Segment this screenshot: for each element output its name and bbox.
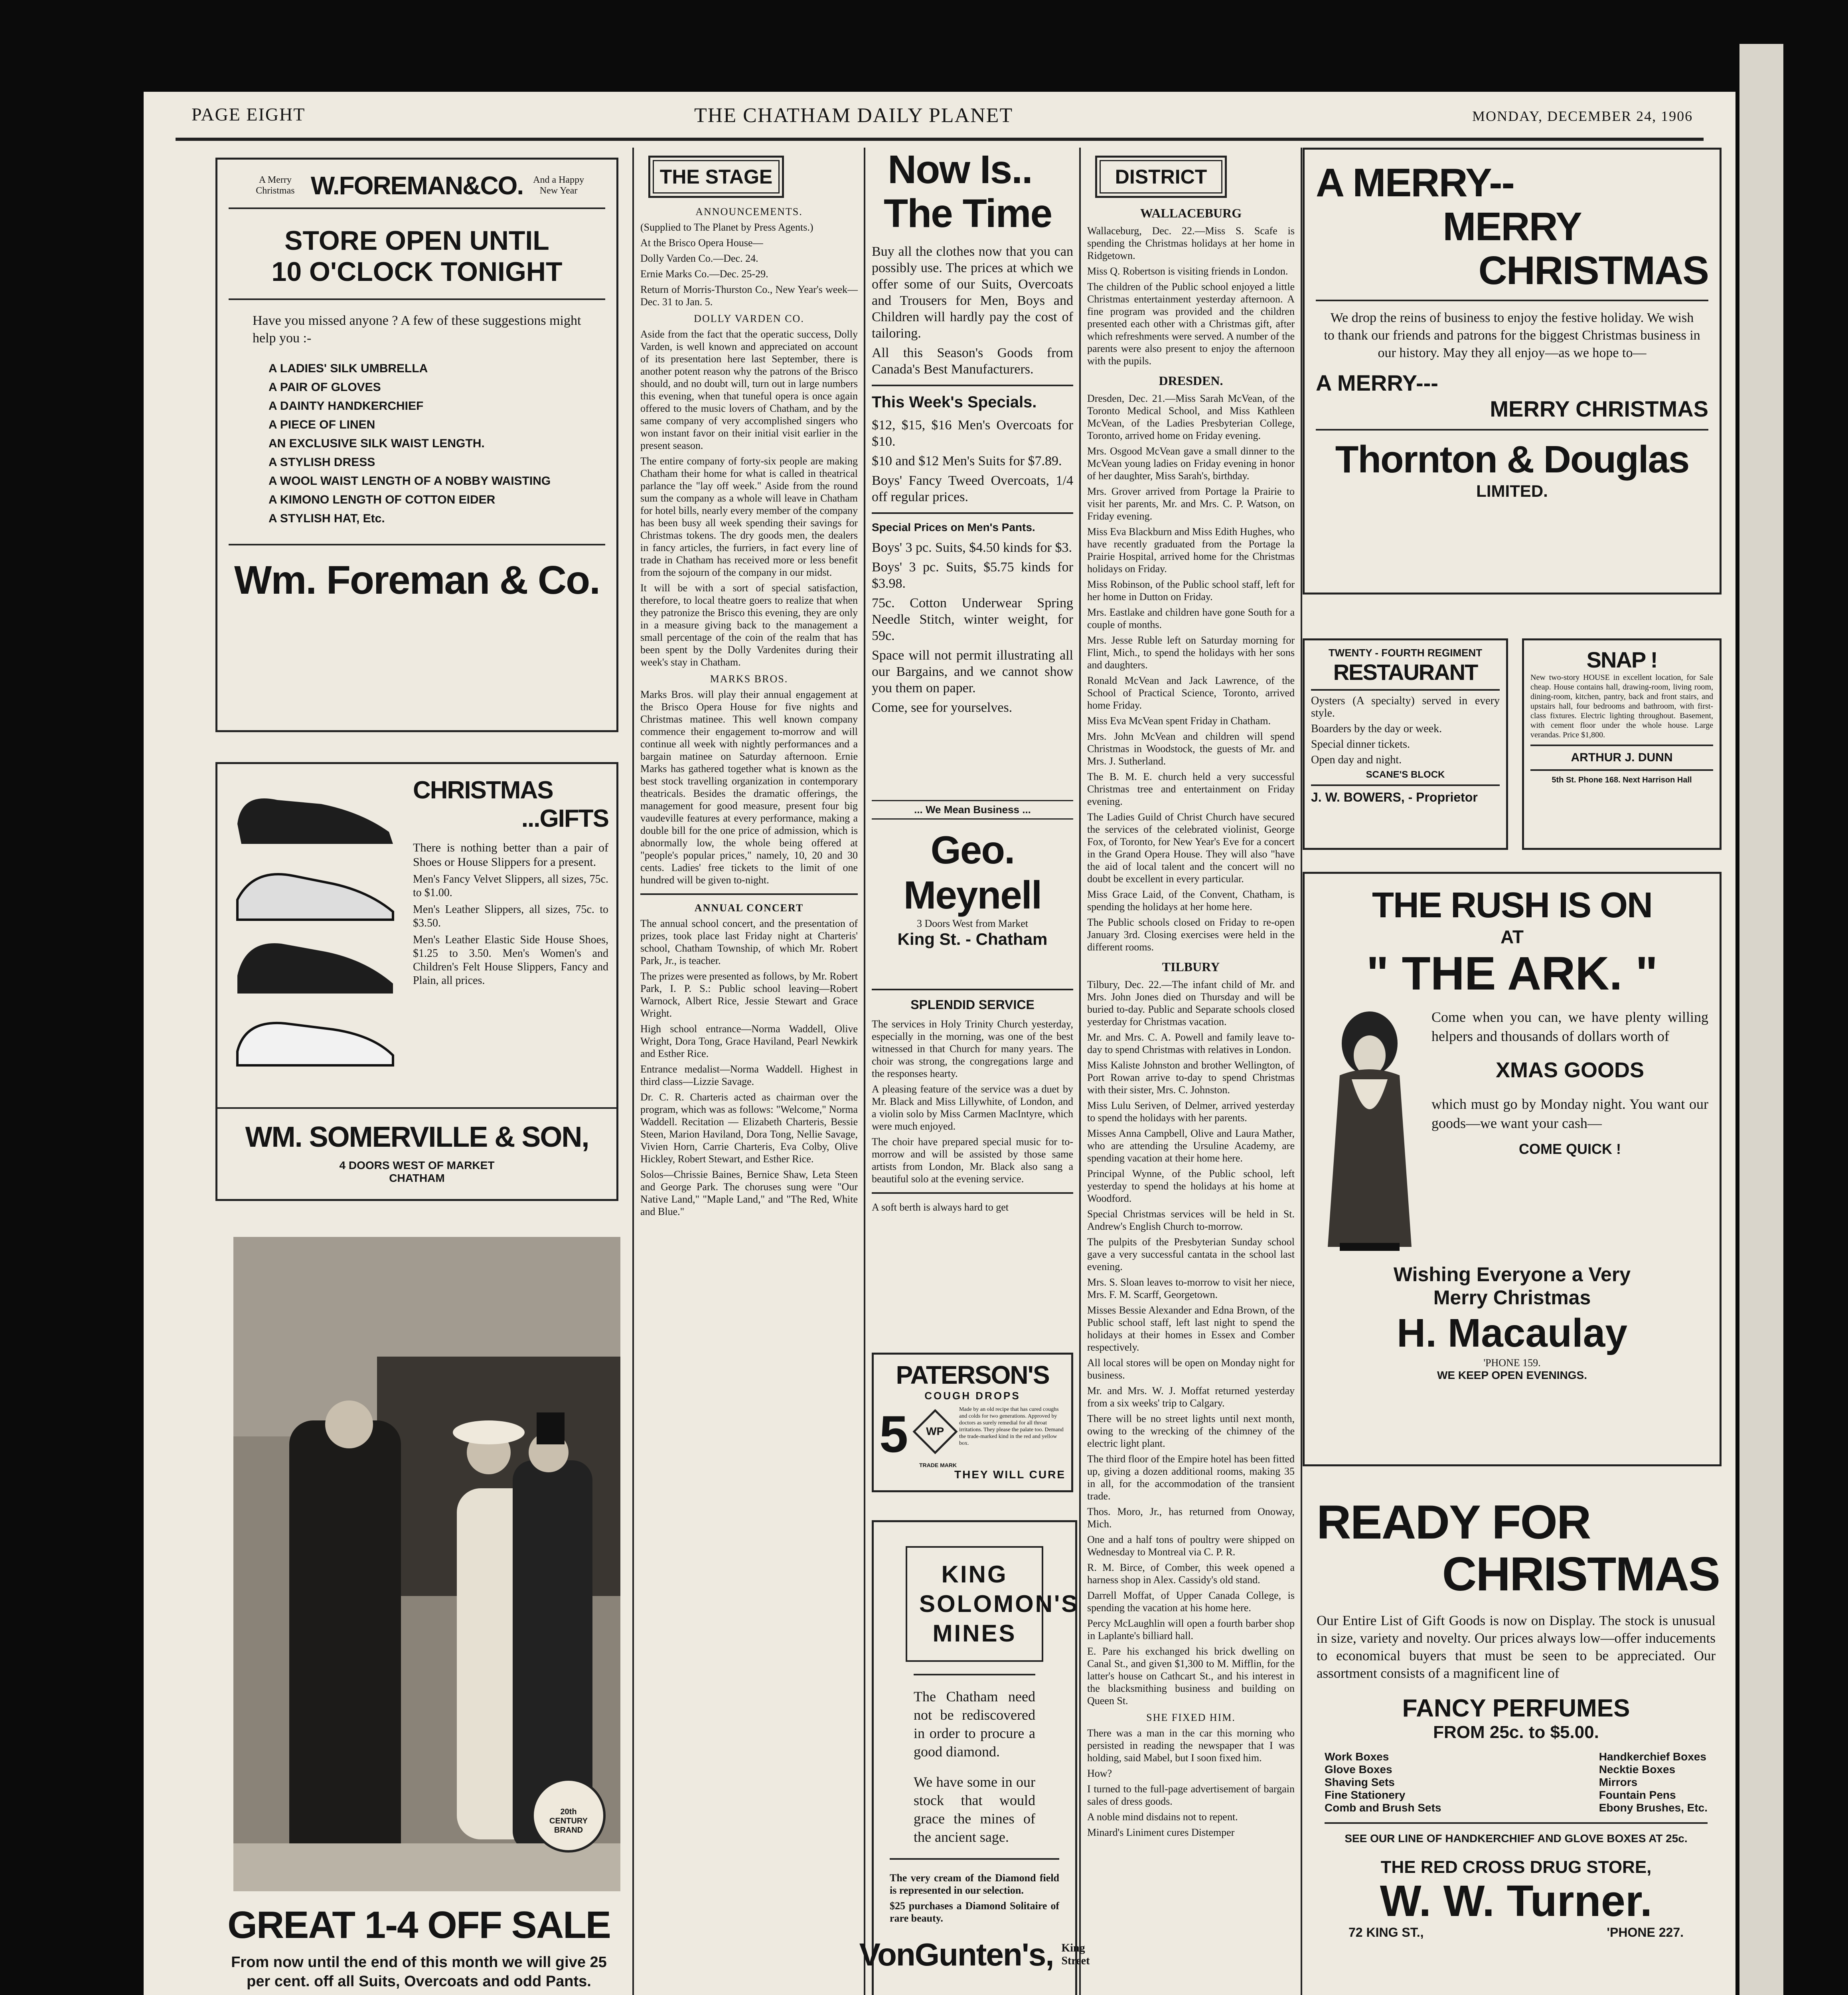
news-item: Mrs. Jesse Ruble left on Saturday morning for Flint, Mich., to spend the holidays with her sons and daughters. — [1087, 634, 1295, 671]
district-column — [1087, 148, 1295, 1995]
special-item: Boys' Fancy Tweed Overcoats, 1/4 off regular prices. — [872, 473, 1073, 504]
snap-heading: SNAP ! — [1586, 647, 1657, 672]
paterson-price: 5 — [879, 1405, 908, 1463]
news-item: Miss Q. Robertson is visiting friends in London. — [1087, 265, 1288, 277]
masthead-title: THE CHATHAM DAILY PLANET — [694, 104, 1013, 127]
gifts-heading: ...GIFTS — [521, 805, 608, 832]
somerville-text: There is nothing better than a pair of Shoes or House Slippers for a present. — [413, 841, 608, 869]
news-item: Mrs. Eastlake and children have gone South for a couple of months. — [1087, 606, 1295, 630]
merry-christmas-line: Merry Christmas — [1433, 1286, 1591, 1309]
stage-heading: THE STAGE — [653, 160, 780, 194]
dolly-heading: DOLLY VARDEN CO. — [694, 313, 804, 324]
at-label: AT — [1501, 926, 1524, 947]
list-item: Necktie Boxes — [1599, 1763, 1676, 1776]
vongunten-street: King Street — [1061, 1942, 1090, 1967]
list-item: Glove Boxes — [1325, 1763, 1392, 1776]
mean-business: ... We Mean Business ... — [872, 800, 1073, 820]
news-item: Miss Kaliste Johnston and brother Wellington, of Port Rowan arrive to-day to spend Christmas with their sister, Mrs. C. Johnston. — [1087, 1059, 1295, 1096]
marks-heading: MARKS BROS. — [710, 673, 788, 685]
restaurant-tickets: Special dinner tickets. — [1311, 738, 1410, 751]
article-paragraph: The entire company of forty-six people are making Chatham their home for what is called in theatrical parlance the "lay off week." Aside from the round sum the company as a whole will leave in Chatham for hotel bills, nearly every member of the company has been busy all week spending their savings for Christmas tokens. The dry goods men, the dealers in fancy articles, the furriers, in fact every line of trade in Chatham has received more or less benefit from the sojourn of the company in our midst. — [640, 455, 858, 578]
special-item: Space will not permit illustrating all our Bargains, and we cannot show you them on paper. — [872, 648, 1073, 695]
article-paragraph: The prizes were presented as follows, by Mr. Robert Park, I. P. S.: Public school leaving—Robert Warnock, Albert Rice, Jessie Stewart and Grace Wright. — [640, 970, 858, 1019]
article-paragraph: The services in Holy Trinity Church yesterday, especially in the morning, was one of the best witnessed in that Church for many years. The choir was strong, the congregations large and the responses hearty. — [872, 1018, 1073, 1079]
news-item: Tilbury, Dec. 22.—The infant child of Mr. and Mrs. John Jones died on Thursday and will be buried to-day. Public and Separate schools closed yesterday for Christmas vacation. — [1087, 979, 1295, 1027]
concert-heading: ANNUAL CONCERT — [694, 902, 804, 914]
news-item: Misses Bessie Alexander and Edna Brown, of the Public school staff, left last night to spend the holidays at their homes in Essex and Comber respectively. — [1087, 1304, 1295, 1353]
foreman-logo: W.FOREMAN&CO. — [310, 171, 523, 200]
news-item: There was a man in the car this morning who persisted in reading the newspaper that I was holding, said Mabel, but I soon fixed him. — [1087, 1727, 1295, 1764]
merry-heading-2: MERRY — [1443, 204, 1581, 249]
restaurant-name: RESTAURANT — [1333, 660, 1478, 685]
next-page-edge — [1739, 44, 1783, 1995]
somerville-elastic: Men's Leather Elastic Side House Shoes, $1.25 to 3.50. Men's Women's and Children's Felt House Slippers, Fancy and Plain, all prices. — [413, 934, 608, 987]
news-item: Darrell Moffat, of Upper Canada College, is spending the vacation at his home here. — [1087, 1590, 1295, 1614]
foreman-ad — [215, 158, 618, 732]
restaurant-block: SCANE'S BLOCK — [1366, 769, 1445, 780]
news-item: Miss Robinson, of the Public school staff, left for her home in Dutton on Friday. — [1087, 579, 1295, 602]
specials-heading: This Week's Specials. — [872, 393, 1037, 411]
turner-name: W. W. Turner. — [1380, 1876, 1653, 1926]
thornton-name: Thornton & Douglas — [1335, 438, 1689, 481]
news-item: Percy McLaughlin will open a fourth barber shop in Laplante's billiard hall. — [1087, 1618, 1295, 1641]
list-item: Shaving Sets — [1325, 1776, 1395, 1788]
news-item: The Public schools closed on Friday to re-open January 3rd. Closing exercises were held in the different rooms. — [1087, 917, 1295, 953]
thornton-ad — [1303, 148, 1722, 595]
fancy-perfumes: FANCY PERFUMES — [1402, 1695, 1630, 1722]
column-rule — [1079, 148, 1081, 1995]
christmas-heading: CHRISTMAS — [413, 776, 553, 804]
foreman-intro: Have you missed anyone ? A few of these suggestions might help you :- — [253, 313, 581, 346]
filler-line: A soft berth is always hard to get — [872, 1201, 1009, 1213]
list-item: Work Boxes — [1325, 1750, 1389, 1763]
gift-suggestion-list — [269, 359, 605, 528]
list-item: A STYLISH DRESS — [269, 456, 375, 469]
article-paragraph: Aside from the fact that the operatic success, Dolly Varden, is well known and appreciated on account of its presentation here last September, there is another potent reason why the patrons of the Brisco should, and no doubt will, turn out in large numbers this evening, when that tuneful opera is once again offered to the music lovers of Chatham, and by the same company of very accomplished singers who won instant favor on their initial visit earlier in the present season. — [640, 328, 858, 451]
paterson-name: PATERSON'S — [896, 1361, 1049, 1389]
supplied-note: (Supplied to The Planet by Press Agents.) — [640, 221, 813, 233]
news-item: Mrs. John McVean and children will spend Christmas in Woodstock, the guests of Mr. and Mrs. J. Sutherland. — [1087, 731, 1295, 767]
handkerchief-note: SEE OUR LINE OF HANDKERCHIEF AND GLOVE BOXES AT 25c. — [1345, 1832, 1688, 1845]
news-item: The third floor of the Empire hotel has been fitted up, giving a dozen additional rooms, making 35 in all, for the accommodation of the transient trade. — [1087, 1453, 1295, 1502]
tilbury-heading: TILBURY — [1162, 960, 1220, 974]
thornton-ltd: LIMITED. — [1476, 482, 1548, 500]
pants-heading: Special Prices on Men's Pants. — [872, 521, 1035, 533]
now-is-heading: Now Is.. — [888, 147, 1032, 192]
page-number: PAGE EIGHT — [192, 104, 306, 124]
foreman-merry-christmas: A Merry Christmas — [256, 175, 295, 196]
stage-line: Dolly Varden Co.—Dec. 24. — [640, 253, 758, 264]
news-item: The pulpits of the Presbyterian Sunday school gave a very successful cantata in the school last evening. — [1087, 1236, 1295, 1272]
rush-heading: THE RUSH IS ON — [1372, 885, 1653, 925]
news-item: Miss Eva Blackburn and Miss Edith Hughes, who have recently graduated from the Portage la Prairie Hospital, arrived home for the Christmas holidays on Friday. — [1087, 526, 1295, 575]
meynell-signature — [872, 800, 1073, 976]
column-rule — [632, 148, 634, 1995]
restaurant-regiment: TWENTY - FOURTH REGIMENT — [1328, 647, 1483, 659]
news-item: Wallaceburg, Dec. 22.—Miss S. Scafe is spending the Christmas holidays at her home in Ridgetown. — [1087, 225, 1295, 261]
snap-address: 5th St. Phone 168. Next Harrison Hall — [1552, 776, 1692, 784]
special-item: $10 and $12 Men's Suits for $7.89. — [872, 454, 1062, 468]
vongunten-solitaire: $25 purchases a Diamond Solitaire of rare beauty. — [890, 1900, 1059, 1924]
red-cross-store: THE RED CROSS DRUG STORE, — [1380, 1857, 1652, 1877]
ready-heading: READY FOR — [1317, 1495, 1591, 1549]
ark-text: Come when you can, we have plenty willing helpers and thousands of dollars worth of — [1431, 1009, 1708, 1044]
wallaceburg-heading: WALLACEBURG — [1140, 206, 1242, 220]
gift-list-left — [1325, 1750, 1441, 1814]
merry-christmas-line: MERRY CHRISTMAS — [1490, 396, 1708, 421]
article-paragraph: A pleasing feature of the service was a duet by Mr. Black and Miss Lillywhite, of London, and a violin solo by Miss Carmen MacIntyre, which were much enjoyed. — [872, 1083, 1073, 1132]
ark-ad — [1303, 872, 1722, 1466]
list-item: A STYLISH HAT, Etc. — [269, 512, 385, 525]
news-item: Miss Eva McVean spent Friday in Chatham. — [1087, 715, 1271, 727]
news-item: Miss Grace Laid, of the Convent, Chatham, is spending the holidays at her home here. — [1087, 889, 1295, 913]
christmas-heading: CHRISTMAS — [1442, 1547, 1720, 1601]
turner-phone: 'PHONE 227. — [1607, 1925, 1684, 1940]
special-item: 75c. Cotton Underwear Spring Needle Stitch, winter weight, for 59c. — [872, 596, 1073, 643]
sale-heading: GREAT 1-4 OFF SALE — [227, 1904, 610, 1946]
article-paragraph: Entrance medalist—Norma Waddell. Highest in third class—Lizzie Savage. — [640, 1063, 858, 1087]
turner-ad — [1309, 1496, 1724, 1995]
vongunten-text: We have some in our stock that would grace the mines of the ancient sage. — [914, 1774, 1035, 1845]
trade-mark-label: TRADE MARK — [919, 1462, 957, 1468]
list-item: Fountain Pens — [1599, 1789, 1676, 1801]
she-fixed-heading: SHE FIXED HIM. — [1146, 1712, 1236, 1723]
news-item: R. M. Birce, of Comber, this week opened a harness shop in Alex. Cassidy's old stand. — [1087, 1562, 1295, 1586]
king-solomon-heading: KING SOLOMON'S MINES — [919, 1561, 1079, 1647]
issue-date: MONDAY, DECEMBER 24, 1906 — [1472, 108, 1693, 124]
news-item: How? — [1087, 1768, 1112, 1779]
snap-name: ARTHUR J. DUNN — [1571, 751, 1673, 764]
list-item: A LADIES' SILK UMBRELLA — [269, 362, 428, 375]
santa-icon — [1316, 1007, 1424, 1255]
list-item: Handkerchief Boxes — [1599, 1750, 1706, 1763]
news-item: Misses Anna Campbell, Olive and Laura Mather, who are attending the Ursuline Academy, are spending vacation at their home here. — [1087, 1128, 1295, 1164]
article-paragraph: Solos—Chrissie Baines, Bernice Shaw, Leta Steen and George Park. The choruses sung were "Our Native Land," "Maple Land," and "The Red, White and Blue." — [640, 1169, 858, 1217]
news-item: Mr. and Mrs. W. J. Moffat returned yesterday from a six weeks' trip to Calgary. — [1087, 1385, 1295, 1409]
merry-heading-1: A MERRY-- — [1316, 160, 1514, 205]
macaulay-name: H. Macaulay — [1396, 1311, 1628, 1355]
store-open-line1: STORE OPEN UNTIL — [284, 225, 549, 256]
vongunten-text: The Chatham need not be rediscovered in order to procure a good diamond. — [914, 1689, 1035, 1760]
list-item: A PIECE OF LINEN — [269, 418, 375, 431]
somerville-leather: Men's Leather Slippers, all sizes, 75c. to $3.50. — [413, 903, 608, 929]
meynell-ad — [872, 148, 1073, 794]
news-item: Mrs. Osgood McVean gave a small dinner to the McVean young ladies on Friday evening in honor of her daughter, Miss Sarah's, birthday. — [1087, 445, 1295, 482]
stage-line: Return of Morris-Thurston Co., New Year's week—Dec. 31 to Jan. 5. — [640, 284, 858, 308]
announcements-heading: ANNOUNCEMENTS. — [695, 206, 803, 217]
news-item: E. Pare his exchanged his brick dwelling on Canal St., and given $1,300 to M. Mifflin, for the latter's house on Cathcart St., and his interest in the blacksmithing business and building on Queen St. — [1087, 1645, 1295, 1707]
splendid-service-article — [872, 982, 1073, 1349]
come-quick: COME QUICK ! — [1519, 1141, 1621, 1157]
turner-text: Our Entire List of Gift Goods is now on Display. The stock is unusual in size, variety and novelty. Our prices always low—offer inducements to economical buyers that must be seen to be appreciated. Our assortment consists of a magnificent line of — [1317, 1613, 1716, 1681]
shoe-icon — [229, 776, 401, 1071]
list-item: Mirrors — [1599, 1776, 1638, 1788]
wishing-line: Wishing Everyone a Very — [1393, 1263, 1631, 1286]
list-item: Comb and Brush Sets — [1325, 1801, 1441, 1814]
article-paragraph: The annual school concert, and the presentation of prizes, took place last Friday night at Charteris' school, Chatham Township, of which Mr. Robert Park, Jr., is teacher. — [640, 918, 858, 966]
news-item: Thos. Moro, Jr., has returned from Onoway, Mich. — [1087, 1506, 1295, 1530]
stage-line: Ernie Marks Co.—Dec. 25-29. — [640, 268, 768, 280]
sale-text: From now until the end of this month we will give 25 per cent. off all Suits, Overcoats and odd Pants. — [231, 1954, 607, 1990]
news-item: Mrs. S. Sloan leaves to-morrow to visit her niece, Mrs. F. M. Scarff, Georgetown. — [1087, 1276, 1295, 1300]
shoe-illustrations — [229, 776, 401, 1073]
somerville-name: WM. SOMERVILLE & SON, — [245, 1121, 589, 1153]
news-item: All local stores will be open on Monday night for business. — [1087, 1357, 1295, 1381]
news-item: Mr. and Mrs. C. A. Powell and family leave to-day to spend Christmas with relatives in London. — [1087, 1031, 1295, 1055]
meynell-text: Buy all the clothes now that you can possibly use. The prices at which we offer some of our Suits, Overcoats and Trousers for Men, Boys and Children will hardly pay the cost of tailoring. — [872, 244, 1073, 341]
snap-text: New two-story HOUSE in excellent location, for Sale cheap. House contains hall, drawing-room, living room, dining-room, kitchen, pantry, back and front stairs, and upstairs hall, four bedrooms and bathroom, with first-class fixtures. Electric lighting throughout. Basement, with cement floor under the whole house. Large verandas. Price $1,800. — [1530, 673, 1713, 739]
snap-ad — [1522, 638, 1722, 850]
the-time-heading: The Time — [884, 191, 1052, 236]
restaurant-ad — [1303, 638, 1508, 850]
list-item: A PAIR OF GLOVES — [269, 381, 381, 394]
foreman-signature: Wm. Foreman & Co. — [234, 558, 600, 602]
open-evenings: WE KEEP OPEN EVENINGS. — [1437, 1369, 1587, 1381]
fashion-illustration — [233, 1237, 620, 1891]
perfume-price: FROM 25c. to $5.00. — [1433, 1722, 1599, 1742]
special-item: $12, $15, $16 Men's Overcoats for $10. — [872, 418, 1073, 449]
foreman-happy-new-year: And a Happy New Year — [533, 175, 584, 196]
list-item: Ebony Brushes, Etc. — [1599, 1801, 1708, 1814]
gift-list-right — [1599, 1750, 1708, 1814]
meynell-name: Geo. Meynell — [903, 828, 1042, 917]
news-item: I turned to the full-page advertisement of bargain sales of dress goods. — [1087, 1783, 1295, 1807]
article-paragraph: High school entrance—Norma Waddell, Olive Wright, Dora Tong, Grace Haviland, Pearl Newkirk and Esther Rice. — [640, 1023, 858, 1059]
paterson-cure: THEY WILL CURE — [954, 1468, 1066, 1481]
news-item: A noble mind disdains not to repent. — [1087, 1811, 1238, 1823]
store-open-line2: 10 O'CLOCK TONIGHT — [271, 257, 563, 287]
turner-address: 72 KING ST., — [1348, 1925, 1424, 1940]
news-item: Mrs. Grover arrived from Portage la Prairie to visit her parents, Mr. and Mrs. C. P. Watson, on Friday evening. — [1087, 486, 1295, 522]
news-item: Miss Lulu Seriven, of Delmer, arrived yesterday to spend the holidays with her parents. — [1087, 1100, 1295, 1124]
special-item: Boys' 3 pc. Suits, $5.75 kinds for $3.98. — [872, 560, 1073, 591]
ark-name: " THE ARK. " — [1366, 947, 1658, 1000]
somerville-address: 4 DOORS WEST OF MARKET — [339, 1159, 495, 1171]
news-item: The B. M. E. church held a very successful Christmas tree and entertainment on Friday evening. — [1087, 771, 1295, 807]
list-item: A KIMONO LENGTH OF COTTON EIDER — [269, 493, 496, 506]
newspaper-page — [144, 92, 1735, 1995]
special-item: Boys' 3 pc. Suits, $4.50 kinds for $3. — [872, 540, 1072, 555]
paterson-fine-print: Made by an old recipe that has cured coughs and colds for two generations. Approved by doctors as surely remedial for all throat irritations. They please the palate too. Demand the trade-marked kind in the red and yellow box. — [959, 1406, 1064, 1446]
restaurant-proprietor: J. W. BOWERS, - Proprietor — [1311, 790, 1478, 804]
news-item: The children of the Public school enjoyed a little Christmas entertainment yesterday afternoon. A fine program was provided and the children presented each other with a Christmas gift, after which refreshments were served. A number of the parents were also present to enjoy the afternoon with the pupils. — [1087, 281, 1295, 367]
paterson-logo: WP — [926, 1425, 944, 1438]
header-rule — [176, 138, 1704, 141]
vongunten-ad — [859, 1520, 1090, 1995]
illustration-image — [233, 1237, 620, 1891]
meynell-address: 3 Doors West from Market — [916, 918, 1029, 929]
dresden-heading: DRESDEN. — [1159, 373, 1223, 388]
article-paragraph: It will be with a sort of special satisfaction, therefore, to local theatre goers to realize that when they patronize the Brisco this evening, they are only in a measure giving back to the management a small percentage of the coin of the realm that has been spent by the Dolly Vardenites during their week's stay in Chatham. — [640, 582, 858, 668]
paterson-sub: COUGH DROPS — [924, 1390, 1021, 1402]
news-item: There will be no street lights until next month, owing to the wrecking of the chimney of the electric light plant. — [1087, 1413, 1295, 1449]
thornton-text: We drop the reins of business to enjoy the festive holiday. We wish to thank our friends and patrons for the biggest Christmas business in our history. May they all enjoy—as we hope to— — [1324, 310, 1700, 360]
paterson-ad — [872, 1353, 1073, 1492]
vongunten-cream: The very cream of the Diamond field is represented in our selection. — [890, 1872, 1059, 1896]
meynell-street: King St. - Chatham — [897, 930, 1048, 948]
ark-text: which must go by Monday night. You want our goods—we want your cash— — [1431, 1096, 1708, 1131]
christmas-heading: CHRISTMAS — [1478, 248, 1708, 293]
news-item: The Ladies Guild of Christ Church have secured the services of the celebrated violinist, George Fox, of Toronto, for New Year's Eve for a concert in the Grand Opera House. They will also "have the aid of local talent and the concert will no doubt be excellent in every particular. — [1087, 811, 1295, 885]
restaurant-hours: Open day and night. — [1311, 754, 1402, 766]
splendid-heading: SPLENDID SERVICE — [910, 998, 1035, 1012]
vongunten-name: VonGunten's, — [859, 1937, 1054, 1972]
list-item: A DAINTY HANDKERCHIEF — [269, 399, 424, 413]
article-paragraph: Dr. C. R. Charteris acted as chairman over the program, which was as follows: "Welcome," Norma Waddell. Recitation — Elizabeth Charteris, Bessie Steen, Marion Haviland, Dora Tong, Nellie Savage, Vivien Horn, Carrie Charteris, Eva Colby, Olive Hickley, Robert Stewart, and Esther Rice. — [640, 1091, 858, 1165]
district-heading: DISTRICT — [1100, 160, 1222, 194]
column-rule — [864, 148, 865, 1995]
news-item: Ronald McVean and Jack Lawrence, of the School of Practical Science, Toronto, arrived home Friday. — [1087, 675, 1295, 711]
meynell-text: All this Season's Goods from Canada's Best Manufacturers. — [872, 346, 1073, 377]
somerville-city: CHATHAM — [389, 1172, 445, 1184]
macaulay-phone: 'PHONE 159. — [1483, 1357, 1541, 1369]
list-item: A WOOL WAIST LENGTH OF A NOBBY WAISTING — [269, 474, 551, 488]
stage-column — [640, 148, 858, 1995]
news-item: Principal Wynne, of the Public school, left yesterday to spend the holidays at his home at Woodford. — [1087, 1168, 1295, 1204]
stone-ad — [219, 1903, 618, 1995]
list-item: Fine Stationery — [1325, 1789, 1406, 1801]
brand-logo: 20th CENTURY BRAND — [549, 1807, 588, 1835]
xmas-goods: XMAS GOODS — [1495, 1058, 1645, 1082]
restaurant-oysters: Oysters (A specialty) served in every style. — [1311, 695, 1500, 719]
special-item: Come, see for yourselves. — [872, 700, 1013, 715]
news-item: Dresden, Dec. 21.—Miss Sarah McVean, of the Toronto Medical School, and Miss Kathleen McVean, of the Ladies Presbyterian College, Toronto, arrived home on Friday evening. — [1087, 393, 1295, 441]
article-paragraph: Marks Bros. will play their annual engagement at the Brisco Opera House for five nights and Christmas matinee. This well known company commence their engagement to-morrow and will continue all week with nightly performances and a bargain matinee on Saturday afternoon. Ernie Marks has gathered together what is known as the best stock travelling organization in contemporary theatricals. Besides the dramatic offerings, the management for good measure, present four big vaudeville features at every performance, making a double bill for the one price of admission, which is abnormally low, the whole being offered at "people's popular prices," namely, 10, 20 and 30 cents. Ladies' free tickets to the limit of one hundred will be given to-night. — [640, 689, 858, 886]
somerville-velvet: Men's Fancy Velvet Slippers, all sizes, 75c. to $1.00. — [413, 873, 608, 899]
news-item: One and a half tons of poultry were shipped on Wednesday to Montreal via C. P. R. — [1087, 1534, 1295, 1558]
article-paragraph: The choir have prepared special music for to-morrow and will be assisted by those same artists from London, Mr. Black also sang a beautiful solo at the evening service. — [872, 1136, 1073, 1185]
news-item: Special Christmas services will be held in St. Andrew's English Church to-morrow. — [1087, 1208, 1295, 1232]
restaurant-boarders: Boarders by the day or week. — [1311, 723, 1442, 735]
column-rule — [1301, 148, 1302, 1995]
stage-line: At the Brisco Opera House— — [640, 237, 763, 249]
list-item: AN EXCLUSIVE SILK WAIST LENGTH. — [269, 437, 485, 450]
a-merry-line: A MERRY--- — [1316, 370, 1438, 395]
somerville-ad — [215, 762, 618, 1201]
news-item: Minard's Liniment cures Distemper — [1087, 1827, 1235, 1838]
